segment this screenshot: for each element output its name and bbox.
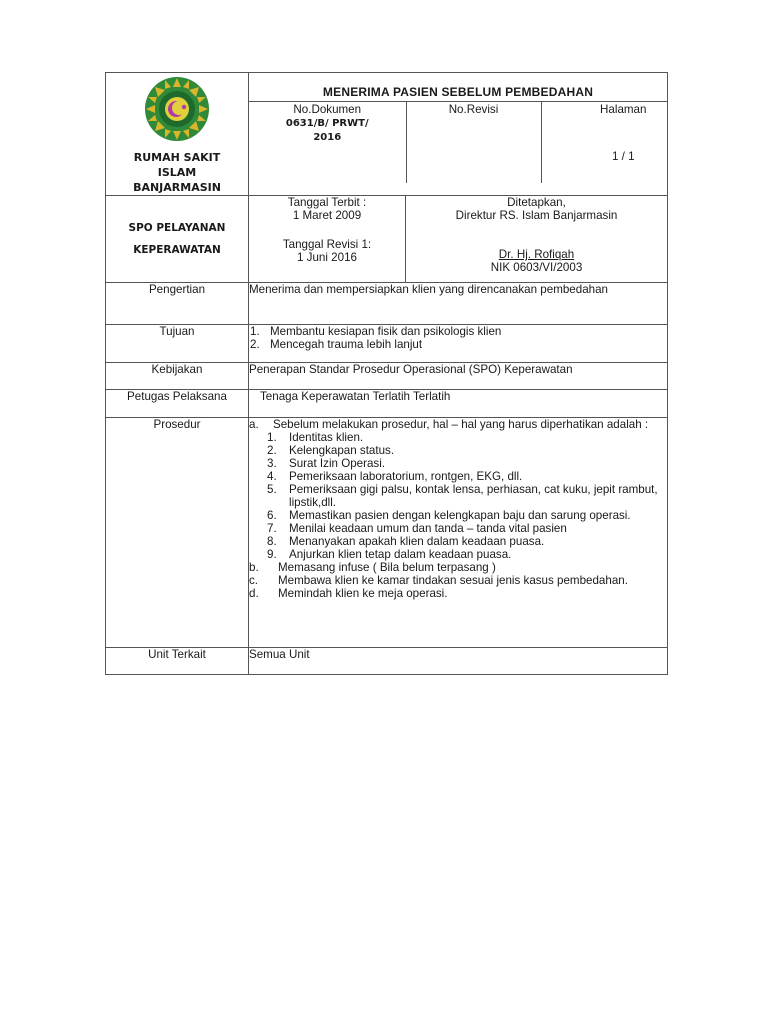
dates-cell <box>249 196 406 283</box>
approval-nik: NIK 0603/VI/2003 <box>490 261 583 274</box>
list-item: 5. Pemeriksaan gigi palsu, kontak lensa, perhiasan, cat kuku, jepit rambut, lipstik,dll. <box>267 483 658 509</box>
list-item: 8. Menanyakan apakah klien dalam keadaan puasa. <box>267 535 545 548</box>
list-item: 3. Surat Izin Operasi. <box>267 457 386 470</box>
spo-title-cell <box>106 196 249 283</box>
prosedur-marker-b: b. <box>249 561 259 574</box>
tanggal-terbit-label: Tanggal Terbit : <box>287 196 367 209</box>
document-header-cell <box>249 73 668 196</box>
pengertian-label: Pengertian <box>106 283 249 325</box>
spo-title-line1: SPO PELAYANAN <box>128 222 226 234</box>
halaman-value: 1 / 1 <box>611 150 635 163</box>
approval-line2: Direktur RS. Islam Banjarmasin <box>455 209 618 222</box>
tujuan-label: Tujuan <box>106 325 249 363</box>
prosedur-c-text: Membawa klien ke kamar tindakan sesuai jenis kasus pembedahan. <box>278 574 628 587</box>
no-dokumen-value-line2: 2016 <box>313 132 342 143</box>
tanggal-revisi-label: Tanggal Revisi 1: <box>282 238 372 251</box>
approval-name: Dr. Hj. Rofiqah <box>498 248 575 261</box>
spo-document-table <box>105 72 668 675</box>
no-dokumen-label: No.Dokumen <box>293 103 362 116</box>
list-item: 7. Menilai keadaan umum dan tanda – tanda vital pasien <box>267 522 567 535</box>
list-item: 2. Kelengkapan status. <box>267 444 395 457</box>
prosedur-marker-a: a. <box>249 418 259 431</box>
hospital-name-line2: ISLAM <box>157 166 197 179</box>
prosedur-d-text: Memindah klien ke meja operasi. <box>278 587 448 600</box>
kebijakan-text: Penerapan Standar Prosedur Operasional (SPO) Keperawatan <box>249 363 668 390</box>
spo-title-line2: KEPERAWATAN <box>133 244 221 256</box>
prosedur-b-text: Memasang infuse ( Bila belum terpasang ) <box>278 561 496 574</box>
prosedur-marker-c: c. <box>249 574 259 587</box>
list-item: 4. Pemeriksaan laboratorium, rontgen, EKG, dll. <box>267 470 523 483</box>
prosedur-marker-d: d. <box>249 587 259 600</box>
document-title: MENERIMA PASIEN SEBELUM PEMBEDAHAN <box>322 85 594 99</box>
pengertian-text: Menerima dan mempersiapkan klien yang direncanakan pembedahan <box>249 283 668 325</box>
tujuan-item: Membantu kesiapan fisik dan psikologis klien <box>270 325 502 338</box>
list-item: 1. Identitas klien. <box>267 431 364 444</box>
tujuan-cell: 1. Membantu kesiapan fisik dan psikologis klien 2. Mencegah trauma lebih lanjut <box>249 325 668 363</box>
prosedur-label: Prosedur <box>106 418 249 648</box>
approval-line1: Ditetapkan, <box>507 196 566 209</box>
no-revisi-label: No.Revisi <box>448 103 499 116</box>
tujuan-item: Mencegah trauma lebih lanjut <box>270 338 423 351</box>
halaman-label: Halaman <box>600 103 647 116</box>
unit-terkait-label: Unit Terkait <box>106 648 249 675</box>
tanggal-terbit-value: 1 Maret 2009 <box>292 209 362 222</box>
petugas-text: Tenaga Keperawatan Terlatih Terlatih <box>249 390 668 418</box>
approval-cell <box>406 196 668 283</box>
list-item: 6. Memastikan pasien dengan kelengkapan baju dan sarung operasi. <box>267 509 631 522</box>
hospital-logo-icon <box>141 75 213 143</box>
petugas-label: Petugas Pelaksana <box>106 390 249 418</box>
no-dokumen-value-line1: 0631/B/ PRWT/ <box>285 118 369 129</box>
prosedur-a-list <box>267 431 660 561</box>
hospital-name-line3: BANJARMASIN <box>133 181 221 194</box>
hospital-name-line1: RUMAH SAKIT <box>133 151 221 164</box>
prosedur-a-text: Sebelum melakukan prosedur, hal – hal yang harus diperhatikan adalah : <box>273 418 649 431</box>
kebijakan-label: Kebijakan <box>106 363 249 390</box>
list-item: 9. Anjurkan klien tetap dalam keadaan puasa. <box>267 548 512 561</box>
hospital-cell <box>106 73 249 196</box>
tanggal-revisi-value: 1 Juni 2016 <box>297 251 357 264</box>
unit-terkait-text: Semua Unit <box>249 648 668 675</box>
prosedur-cell <box>249 418 668 648</box>
